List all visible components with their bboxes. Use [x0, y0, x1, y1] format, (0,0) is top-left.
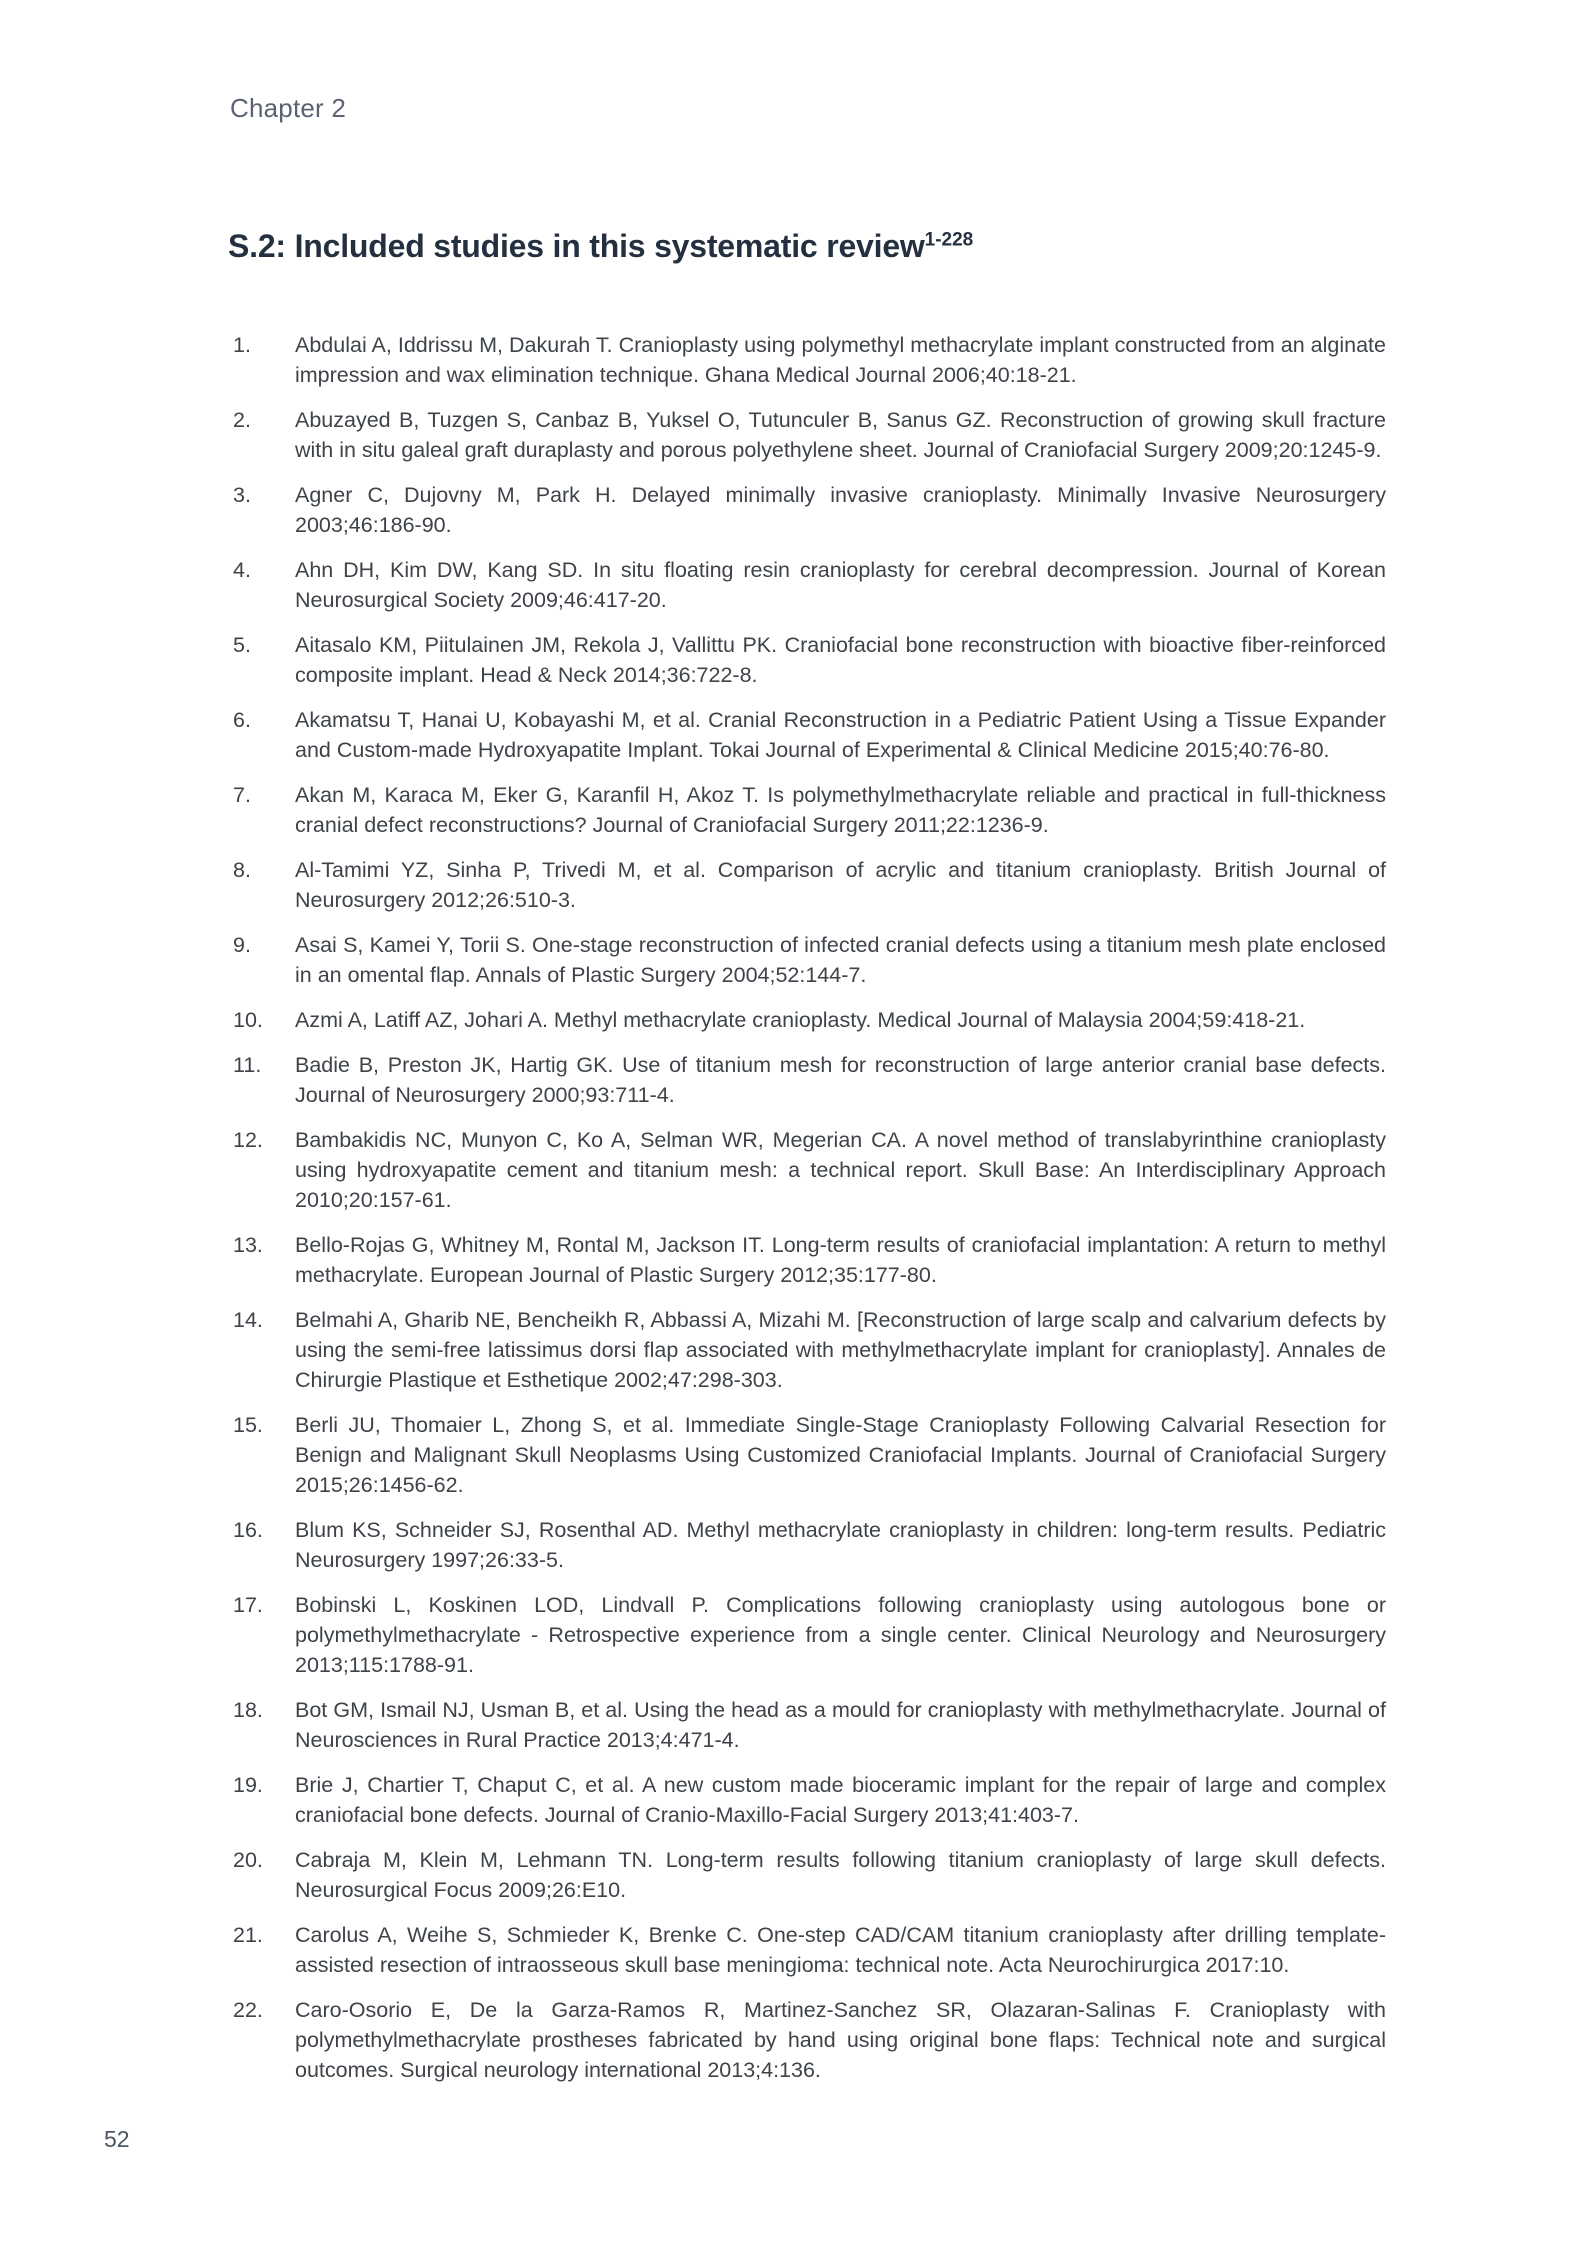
reference-text: Carolus A, Weihe S, Schmieder K, Brenke C. One-step CAD/CAM titanium cranioplasty after drilling template-assisted resection of intraosseous skull base meningioma: technical note. Acta Neurochirurgica 2017:10. — [295, 1923, 1386, 1977]
reference-text: Asai S, Kamei Y, Torii S. One-stage reconstruction of infected cranial defects using a titanium mesh plate enclosed in an omental flap. Annals of Plastic Surgery 2004;52:144-7. — [295, 933, 1386, 987]
reference-text: Bello-Rojas G, Whitney M, Rontal M, Jackson IT. Long-term results of craniofacial implantation: A return to methyl methacrylate. European Journal of Plastic Surgery 2012;35:177-80. — [295, 1233, 1386, 1287]
reference-item — [233, 705, 1386, 765]
reference-list — [233, 330, 1386, 2100]
reference-text: Al-Tamimi YZ, Sinha P, Trivedi M, et al. Comparison of acrylic and titanium cranioplasty. British Journal of Neurosurgery 2012;26:510-3. — [295, 858, 1386, 912]
reference-text: Bobinski L, Koskinen LOD, Lindvall P. Complications following cranioplasty using autologous bone or polymethylmethacrylate - Retrospective experience from a single center. Clinical Neurology and Neurosurgery 2013;115:1788-91. — [295, 1593, 1386, 1677]
reference-number: 20. — [233, 1848, 263, 1872]
reference-number: 6. — [233, 708, 251, 732]
reference-text: Bambakidis NC, Munyon C, Ko A, Selman WR, Megerian CA. A novel method of translabyrinthine cranioplasty using hydroxyapatite cement and titanium mesh: a technical report. Skull Base: An Interdisciplinary Approach 2010;20:157-61. — [295, 1128, 1386, 1212]
reference-number: 9. — [233, 933, 251, 957]
section-heading-title: S.2: Included studies in this systematic review — [228, 228, 925, 264]
reference-item — [233, 780, 1386, 840]
reference-text: Akamatsu T, Hanai U, Kobayashi M, et al. Cranial Reconstruction in a Pediatric Patient Using a Tissue Expander and Custom-made Hydroxyapatite Implant. Tokai Journal of Experimental & Clinical Medicine 2015;40:76-80. — [295, 708, 1386, 762]
reference-item — [233, 1125, 1386, 1215]
reference-number: 2. — [233, 408, 251, 432]
reference-number: 10. — [233, 1008, 263, 1032]
reference-number: 19. — [233, 1773, 263, 1797]
reference-number: 4. — [233, 558, 251, 582]
reference-item — [233, 1410, 1386, 1500]
reference-text: Bot GM, Ismail NJ, Usman B, et al. Using the head as a mould for cranioplasty with methylmethacrylate. Journal of Neurosciences in Rural Practice 2013;4:471-4. — [295, 1698, 1386, 1752]
reference-number: 22. — [233, 1998, 263, 2022]
reference-text: Berli JU, Thomaier L, Zhong S, et al. Immediate Single-Stage Cranioplasty Following Calvarial Resection for Benign and Malignant Skull Neoplasms Using Customized Craniofacial Implants. Journal of Craniofacial Surgery 2015;26:1456-62. — [295, 1413, 1386, 1497]
reference-item — [233, 1695, 1386, 1755]
reference-number: 21. — [233, 1923, 263, 1947]
reference-item — [233, 480, 1386, 540]
reference-item — [233, 855, 1386, 915]
reference-text: Ahn DH, Kim DW, Kang SD. In situ floating resin cranioplasty for cerebral decompression. Journal of Korean Neurosurgical Society 2009;46:417-20. — [295, 558, 1386, 612]
reference-text: Caro-Osorio E, De la Garza-Ramos R, Martinez-Sanchez SR, Olazaran-Salinas F. Cranioplasty with polymethylmethacrylate prostheses fabricated by hand using original bone flaps: Technical note and surgical outcomes. Surgical neurology international 2013;4:136. — [295, 1998, 1386, 2082]
reference-number: 7. — [233, 783, 251, 807]
reference-number: 17. — [233, 1593, 263, 1617]
reference-number: 13. — [233, 1233, 263, 1257]
reference-item — [233, 1770, 1386, 1830]
reference-item — [233, 1005, 1386, 1035]
reference-text: Azmi A, Latiff AZ, Johari A. Methyl methacrylate cranioplasty. Medical Journal of Malaysia 2004;59:418-21. — [295, 1008, 1306, 1032]
reference-text: Aitasalo KM, Piitulainen JM, Rekola J, Vallittu PK. Craniofacial bone reconstruction with bioactive fiber-reinforced composite implant. Head & Neck 2014;36:722-8. — [295, 633, 1386, 687]
reference-text: Belmahi A, Gharib NE, Bencheikh R, Abbassi A, Mizahi M. [Reconstruction of large scalp and calvarium defects by using the semi-free latissimus dorsi flap associated with methylmethacrylate implant for cranioplasty]. Annales de Chirurgie Plastique et Esthetique 2002;47:298-303. — [295, 1308, 1386, 1392]
reference-text: Agner C, Dujovny M, Park H. Delayed minimally invasive cranioplasty. Minimally Invasive Neurosurgery 2003;46:186-90. — [295, 483, 1386, 537]
reference-item — [233, 630, 1386, 690]
section-heading-superscript: 1-228 — [924, 229, 974, 251]
reference-item — [233, 1305, 1386, 1395]
reference-number: 5. — [233, 633, 251, 657]
reference-text: Abdulai A, Iddrissu M, Dakurah T. Cranioplasty using polymethyl methacrylate implant constructed from an alginate impression and wax elimination technique. Ghana Medical Journal 2006;40:18-21. — [295, 333, 1386, 387]
reference-number: 8. — [233, 858, 251, 882]
reference-item — [233, 555, 1386, 615]
reference-text: Brie J, Chartier T, Chaput C, et al. A new custom made bioceramic implant for the repair of large and complex craniofacial bone defects. Journal of Cranio-Maxillo-Facial Surgery 2013;41:403-7. — [295, 1773, 1386, 1827]
reference-number: 11. — [233, 1053, 262, 1077]
reference-number: 18. — [233, 1698, 263, 1722]
reference-text: Akan M, Karaca M, Eker G, Karanfil H, Akoz T. Is polymethylmethacrylate reliable and practical in full-thickness cranial defect reconstructions? Journal of Craniofacial Surgery 2011;22:1236-9. — [295, 783, 1386, 837]
section-heading — [228, 226, 973, 266]
reference-item — [233, 1845, 1386, 1905]
reference-number: 14. — [233, 1308, 263, 1332]
reference-item — [233, 930, 1386, 990]
reference-text: Blum KS, Schneider SJ, Rosenthal AD. Methyl methacrylate cranioplasty in children: long-term results. Pediatric Neurosurgery 1997;26:33-5. — [295, 1518, 1386, 1572]
reference-number: 15. — [233, 1413, 263, 1437]
reference-number: 16. — [233, 1518, 263, 1542]
reference-item — [233, 330, 1386, 390]
reference-item — [233, 1995, 1386, 2085]
reference-number: 1. — [233, 333, 251, 357]
reference-item — [233, 1920, 1386, 1980]
reference-text: Cabraja M, Klein M, Lehmann TN. Long-term results following titanium cranioplasty of large skull defects. Neurosurgical Focus 2009;26:E10. — [295, 1848, 1386, 1902]
reference-item — [233, 405, 1386, 465]
reference-item — [233, 1590, 1386, 1680]
reference-item — [233, 1230, 1386, 1290]
reference-number: 3. — [233, 483, 251, 507]
chapter-label: Chapter 2 — [230, 93, 346, 123]
reference-text: Abuzayed B, Tuzgen S, Canbaz B, Yuksel O, Tutunculer B, Sanus GZ. Reconstruction of growing skull fracture with in situ galeal graft duraplasty and porous polyethylene sheet. Journal of Craniofacial Surgery 2009;20:1245-9. — [295, 408, 1386, 462]
reference-item — [233, 1050, 1386, 1110]
reference-text: Badie B, Preston JK, Hartig GK. Use of titanium mesh for reconstruction of large anterior cranial base defects. Journal of Neurosurgery 2000;93:711-4. — [295, 1053, 1386, 1107]
reference-item — [233, 1515, 1386, 1575]
page-number: 52 — [104, 2126, 130, 2152]
reference-number: 12. — [233, 1128, 263, 1152]
